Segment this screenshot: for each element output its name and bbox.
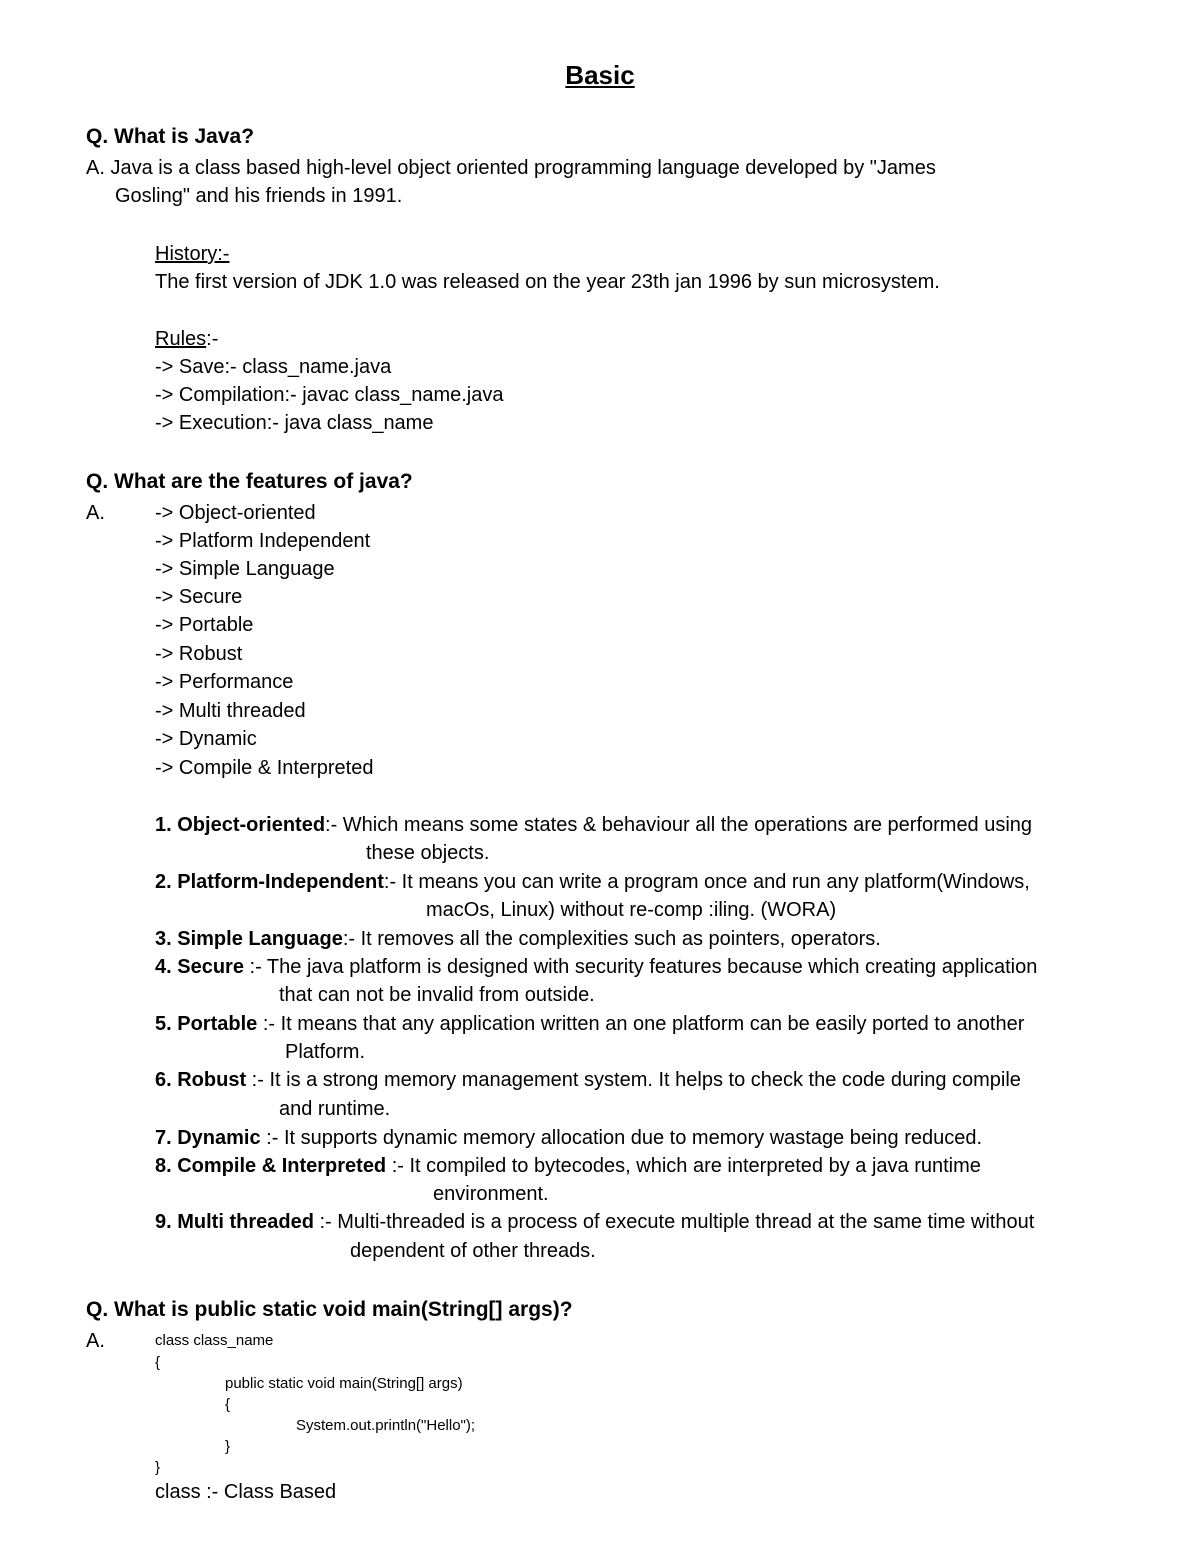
feature-description: :- It removes all the complexities such as pointers, operators. [342,928,881,950]
feature-item: -> Platform Independent [155,530,371,552]
feature-item: -> Secure [155,586,243,608]
feature-detail [155,925,881,953]
feature-detail-cont: macOs, Linux) without re-comp :iling. (WORA) [426,899,837,921]
code-line: { [225,1396,231,1413]
feature-term: 3. Simple Language [155,928,343,950]
feature-description: :- It compiled to bytecodes, which are interpreted by a java runtime [386,1155,981,1177]
page-title: Basic [565,60,635,90]
feature-detail-cont: that can not be invalid from outside. [279,984,595,1006]
feature-detail-cont: dependent of other threads. [350,1240,596,1262]
code-line: public static void main(String[] args) [225,1375,463,1392]
feature-description: :- Which means some states & behaviour all the operations are performed using [325,814,1033,836]
answer-prefix: A. [86,502,105,524]
feature-term: 8. Compile & Interpreted [155,1155,387,1177]
feature-term: 5. Portable [155,1013,258,1035]
feature-term: 1. Object-oriented [155,814,326,836]
feature-description: :- It supports dynamic memory allocation due to memory wastage being reduced. [260,1127,983,1149]
answer-java-line-1: A. Java is a class based high-level object oriented programming language developed by "James [86,157,936,179]
feature-description: :- Multi-threaded is a process of execute multiple thread at the same time without [313,1211,1035,1233]
rule-item: -> Execution:- java class_name [155,412,434,434]
feature-term: 9. Multi threaded [155,1211,314,1233]
rules-heading-suffix: :- [206,328,219,350]
question-public-static-void-main: Q. What is public static void main(String[] args)? [86,1298,573,1321]
feature-item: -> Portable [155,614,254,636]
feature-description: :- It is a strong memory management system. It helps to check the code during compile [246,1069,1021,1091]
feature-detail [155,1152,981,1180]
feature-detail [155,868,1030,896]
feature-detail-cont: and runtime. [279,1098,391,1120]
feature-item: -> Object-oriented [155,502,316,524]
rules-heading-label: Rules [155,328,207,350]
feature-term: 6. Robust [155,1069,247,1091]
feature-detail-cont: these objects. [366,842,490,864]
feature-detail [155,1124,982,1152]
feature-term: 4. Secure [155,956,244,978]
feature-item: -> Compile & Interpreted [155,757,374,779]
feature-detail [155,1208,1034,1236]
feature-detail [155,1066,1021,1094]
feature-detail [155,811,1032,839]
question-features-of-java: Q. What are the features of java? [86,470,413,493]
rule-item: -> Compilation:- javac class_name.java [155,384,504,406]
feature-description: :- It means that any application written an one platform can be easily ported to another [257,1013,1025,1035]
feature-description: :- It means you can write a program once and run any platform(Windows, [383,871,1030,893]
question-what-is-java: Q. What is Java? [86,125,255,148]
feature-item: -> Multi threaded [155,700,306,722]
feature-item: -> Performance [155,671,294,693]
code-line: class class_name [155,1332,274,1349]
class-note: class :- Class Based [155,1481,337,1503]
history-heading: History:- [155,243,230,265]
feature-term: 2. Platform-Independent [155,871,384,893]
feature-item: -> Robust [155,643,243,665]
feature-item: -> Dynamic [155,728,257,750]
history-text: The first version of JDK 1.0 was released on the year 23th jan 1996 by sun microsystem. [155,271,940,293]
feature-term: 7. Dynamic [155,1127,261,1149]
feature-detail-cont: Platform. [285,1041,366,1063]
answer-prefix: A. [86,1330,105,1352]
feature-detail [155,953,1037,981]
feature-detail [155,1010,1024,1038]
feature-description: :- The java platform is designed with security features because which creating application [243,956,1038,978]
code-line: } [225,1438,231,1455]
code-line: } [155,1459,161,1476]
code-line: System.out.println("Hello"); [296,1417,476,1434]
rules-heading [155,325,218,353]
feature-item: -> Simple Language [155,558,335,580]
feature-detail-cont: environment. [433,1183,549,1205]
rule-item: -> Save:- class_name.java [155,356,392,378]
code-line: { [155,1354,161,1371]
answer-java-line-2: Gosling" and his friends in 1991. [115,185,403,207]
